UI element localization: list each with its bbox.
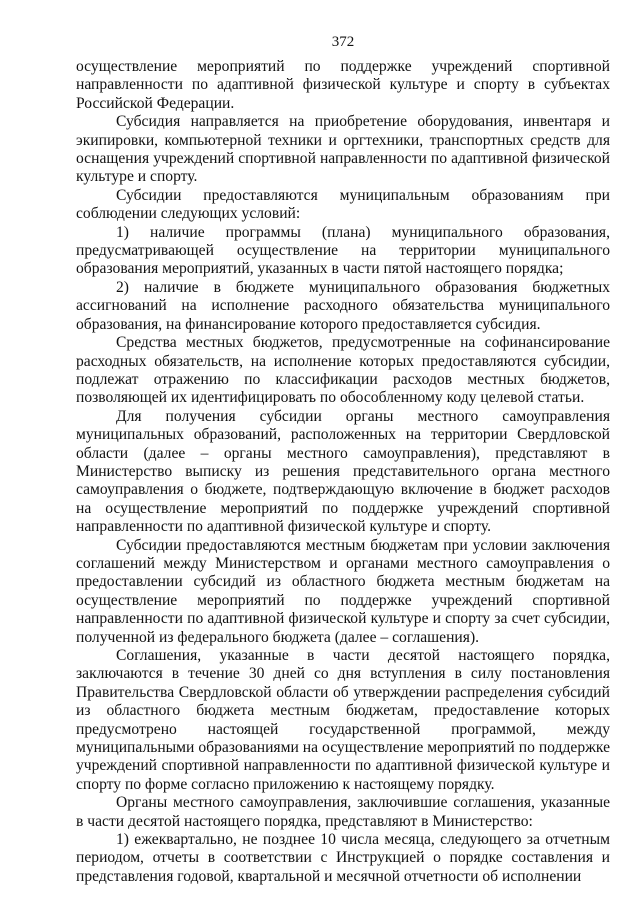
paragraph-agreements-timing: Соглашения, указанные в части десятой настоящего порядка, заключаются в течение 30 дней со дня вступления в силу постановления Правительства Свердловской области об утверждении распределения субсидий из областного бюджета местным бюджетам, предоставление которых предусмотрено настоящей государственной программой, между муниципальными образованиями на осуществление мероприятий по поддержке учреждений спортивной направленности по адаптивной физической культуре и спорту по форме согласно приложению к настоящему порядку. <box>76 647 610 793</box>
paragraph-conditions-intro: Субсидии предоставляются муниципальным образованиям при соблюдении следующих условий: <box>76 186 610 223</box>
paragraph-subsidy-purpose: Субсидия направляется на приобретение оборудования, инвентаря и экипировки, компьютерной техники и оргтехники, транспортных средств для оснащения учреждений спортивной направленности по адаптивной физической культуре и спорту. <box>76 113 610 186</box>
page-number: 372 <box>331 34 355 50</box>
paragraph-reporting-item-1: 1) ежеквартально, не позднее 10 числа месяца, следующего за отчетным периодом, отчеты в соответствии с Инструкцией о порядке составления и представления годовой, квартальной и месячной отчетности об исполнении <box>76 831 610 885</box>
paragraph-reporting-intro: Органы местного самоуправления, заключившие соглашения, указанные в части десятой настоящего порядка, представляют в Министерство: <box>76 794 610 830</box>
paragraph-local-budget-funds: Средства местных бюджетов, предусмотренные на софинансирование расходных обязательств, на исполнение которых предоставляются субсидии, подлежат отражению по классификации расходов местных бюджетов, позволяющей их идентифицировать по обособленному коду целевой статьи. <box>76 334 610 407</box>
document-page <box>76 32 610 886</box>
paragraph-condition-1: 1) наличие программы (плана) муниципального образования, предусматривающей осуществление на территории муниципального образования мероприятий, указанных в части пятой настоящего порядка; <box>76 223 610 278</box>
paragraph-agreements-condition: Субсидии предоставляются местным бюджетам при условии заключения соглашений между Министерством и органами местного самоуправления о предоставлении субсидий из областного бюджета местным бюджетам на осуществление мероприятий по поддержке учреждений спортивной направленности по адаптивной физической культуре и спорту за счет субсидии, полученной из федерального бюджета (далее – соглашения). <box>76 536 610 646</box>
paragraph-continuation: осуществление мероприятий по поддержке учреждений спортивной направленности по адаптивной физической культуре и спорту в субъектах Российской Федерации. <box>76 58 610 112</box>
paragraph-obtaining-subsidy: Для получения субсидии органы местного самоуправления муниципальных образований, расположенных на территории Свердловской области (далее – органы местного самоуправления), представляют в Министерство выписку из решения представительного органа местного самоуправления о бюджете, подтверждающую включение в бюджет расходов на осуществление мероприятий по поддержке учреждений спортивной направленности по адаптивной физической культуре и спорту. <box>76 407 610 536</box>
paragraph-condition-2: 2) наличие в бюджете муниципального образования бюджетных ассигнований на исполнение расходного обязательства муниципального образования, на финансирование которого предоставляется субсидия. <box>76 278 610 333</box>
